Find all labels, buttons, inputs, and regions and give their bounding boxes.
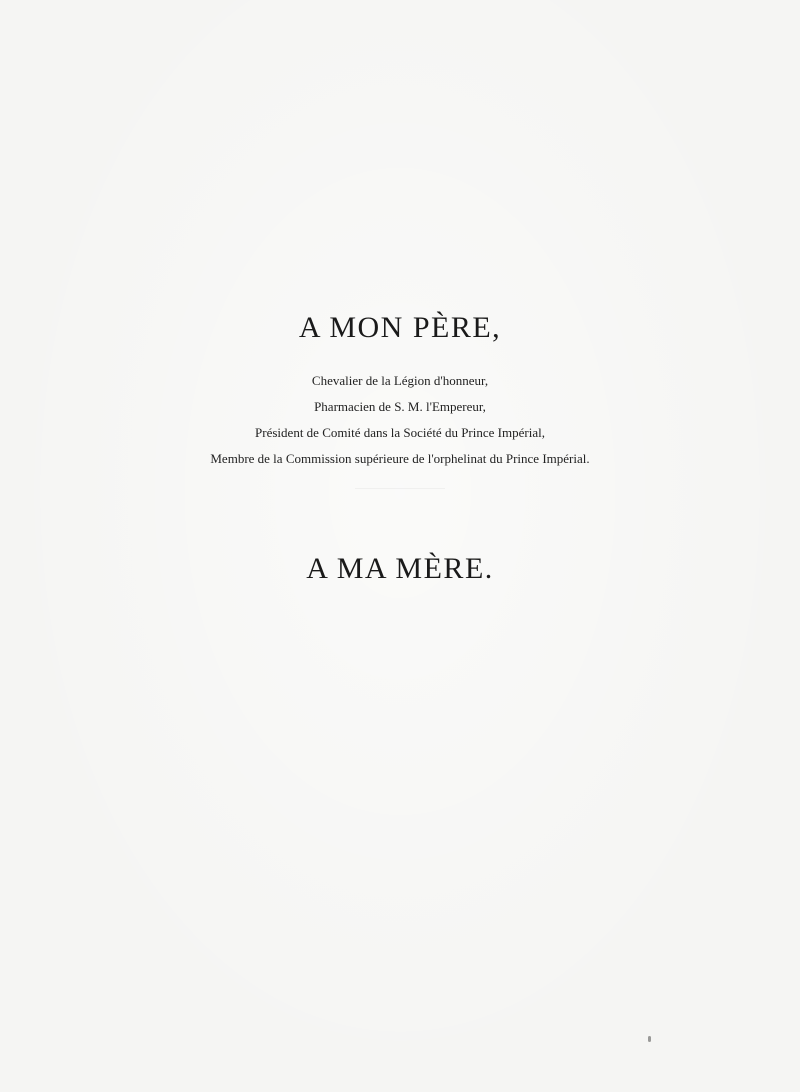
- dedication-father-heading: A MON PÈRE,: [298, 311, 502, 344]
- father-title-line: Président de Comité dans la Société du Prince Impérial,: [255, 425, 545, 440]
- paper-speck: [648, 1036, 651, 1042]
- father-titles-list: [0, 368, 800, 472]
- father-title-line: Chevalier de la Légion d'honneur,: [311, 373, 489, 388]
- father-title-line: Membre de la Commission supérieure de l'orphelinat du Prince Impérial.: [210, 451, 590, 466]
- father-title-line: Pharmacien de S. M. l'Empereur,: [314, 399, 486, 414]
- dedication-mother-heading: A MA MÈRE.: [306, 552, 494, 585]
- divider: [355, 488, 445, 489]
